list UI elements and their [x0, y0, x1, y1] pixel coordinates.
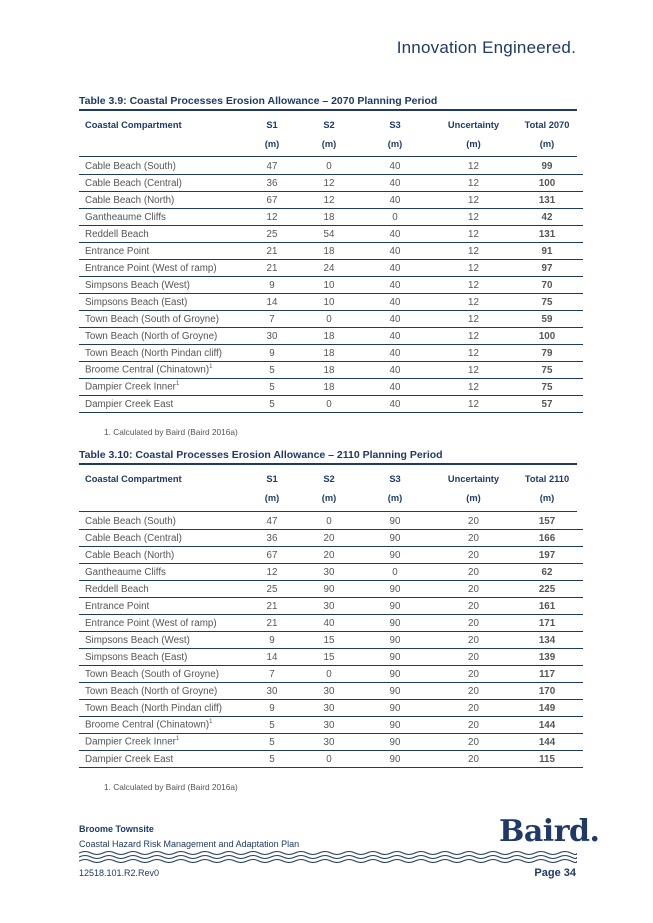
table-row [79, 632, 583, 649]
table-1-footnote: 1. Calculated by Baird (Baird 2016a) [104, 427, 238, 437]
table-row [79, 294, 583, 311]
cell-unc: 12 [436, 158, 511, 175]
cell-name: Town Beach (North of Groyne) [79, 328, 240, 345]
cell-s2: 0 [304, 158, 354, 175]
cell-s1: 67 [240, 192, 304, 209]
cell-name: Dampier Creek East [79, 751, 240, 768]
table-row [79, 666, 583, 683]
footer-project-title: Broome Townsite [79, 824, 154, 834]
wave-divider-icon [79, 849, 577, 863]
cell-total: 131 [511, 226, 583, 243]
cell-unc: 20 [436, 598, 511, 615]
unit-label: (m) [264, 138, 280, 149]
cell-s2: 18 [304, 345, 354, 362]
col-header-total: Total 2070 [524, 119, 570, 130]
cell-name: Gantheaume Cliffs [79, 209, 240, 226]
cell-unc: 20 [436, 564, 511, 581]
cell-s1: 67 [240, 547, 304, 564]
cell-name: Town Beach (North of Groyne) [79, 683, 240, 700]
cell-unc: 12 [436, 260, 511, 277]
cell-unc: 20 [436, 530, 511, 547]
cell-total: 57 [511, 396, 583, 413]
cell-s3: 40 [354, 396, 436, 413]
table-1-top-rule [79, 109, 577, 111]
cell-s1: 14 [240, 294, 304, 311]
table-row [79, 345, 583, 362]
col-header-s2: S2 [323, 473, 335, 484]
cell-s3: 90 [354, 513, 436, 530]
cell-s3: 40 [354, 277, 436, 294]
cell-s1: 47 [240, 158, 304, 175]
cell-unc: 20 [436, 666, 511, 683]
cell-s2: 18 [304, 362, 354, 379]
table-row [79, 396, 583, 413]
table-1-header-rule [79, 156, 577, 157]
cell-s3: 90 [354, 717, 436, 734]
col-header-uncertainty: Uncertainty [447, 119, 500, 130]
cell-unc: 20 [436, 683, 511, 700]
cell-name: Town Beach (North Pindan cliff) [79, 700, 240, 717]
col-header-compartment: Coastal Compartment [85, 473, 182, 484]
cell-s3: 40 [354, 328, 436, 345]
cell-s1: 5 [240, 379, 304, 396]
table-1-header [79, 115, 583, 153]
cell-s1: 25 [240, 226, 304, 243]
table-row [79, 581, 583, 598]
cell-total: 171 [511, 615, 583, 632]
cell-unc: 20 [436, 751, 511, 768]
cell-name: Entrance Point (West of ramp) [79, 615, 240, 632]
cell-unc: 20 [436, 615, 511, 632]
table-row [79, 379, 583, 396]
cell-total: 131 [511, 192, 583, 209]
footnote-marker: 1 [175, 736, 180, 743]
cell-s3: 40 [354, 311, 436, 328]
cell-s2: 30 [304, 598, 354, 615]
unit-label: (m) [321, 138, 337, 149]
cell-unc: 20 [436, 513, 511, 530]
cell-s2: 30 [304, 734, 354, 751]
cell-s2: 30 [304, 683, 354, 700]
cell-total: 117 [511, 666, 583, 683]
table-row [79, 649, 583, 666]
cell-unc: 12 [436, 345, 511, 362]
cell-s2: 30 [304, 700, 354, 717]
cell-s3: 90 [354, 615, 436, 632]
table-row [79, 209, 583, 226]
cell-unc: 12 [436, 379, 511, 396]
table-row [79, 564, 583, 581]
cell-unc: 12 [436, 192, 511, 209]
cell-s1: 47 [240, 513, 304, 530]
cell-total: 144 [511, 717, 583, 734]
cell-total: 59 [511, 311, 583, 328]
cell-s1: 36 [240, 175, 304, 192]
cell-name: Dampier Creek Inner$^1$ [79, 734, 240, 751]
cell-name: Simpsons Beach (East) [79, 294, 240, 311]
cell-unc: 12 [436, 277, 511, 294]
unit-label: (m) [387, 138, 403, 149]
cell-s3: 90 [354, 598, 436, 615]
col-header-s3: S3 [389, 119, 401, 130]
cell-s1: 12 [240, 209, 304, 226]
col-header-uncertainty: Uncertainty [447, 473, 500, 484]
table-row [79, 598, 583, 615]
unit-label: (m) [387, 492, 403, 503]
table-row [79, 700, 583, 717]
cell-s1: 5 [240, 734, 304, 751]
cell-s1: 21 [240, 243, 304, 260]
cell-total: 42 [511, 209, 583, 226]
cell-name: Cable Beach (South) [79, 158, 240, 175]
cell-total: 139 [511, 649, 583, 666]
cell-s3: 40 [354, 294, 436, 311]
cell-unc: 12 [436, 362, 511, 379]
cell-s2: 20 [304, 547, 354, 564]
table-row [79, 751, 583, 768]
cell-name: Cable Beach (Central) [79, 175, 240, 192]
document-code: 12518.101.R2.Rev0 [79, 868, 160, 878]
cell-s1: 5 [240, 717, 304, 734]
cell-total: 225 [511, 581, 583, 598]
cell-s3: 90 [354, 751, 436, 768]
cell-total: 100 [511, 328, 583, 345]
cell-name: Simpsons Beach (West) [79, 632, 240, 649]
cell-s1: 7 [240, 666, 304, 683]
cell-s3: 40 [354, 192, 436, 209]
col-header-s2: S2 [323, 119, 335, 130]
cell-name: Town Beach (South of Groyne) [79, 666, 240, 683]
table-row [79, 513, 583, 530]
cell-name: Reddell Beach [79, 226, 240, 243]
cell-total: 62 [511, 564, 583, 581]
table-row [79, 362, 583, 379]
cell-name: Reddell Beach [79, 581, 240, 598]
cell-total: 157 [511, 513, 583, 530]
cell-unc: 12 [436, 294, 511, 311]
cell-name: Cable Beach (Central) [79, 530, 240, 547]
cell-name: Entrance Point (West of ramp) [79, 260, 240, 277]
cell-total: 79 [511, 345, 583, 362]
table-2-top-rule [79, 463, 577, 465]
cell-name: Cable Beach (North) [79, 547, 240, 564]
table-row [79, 277, 583, 294]
cell-unc: 20 [436, 717, 511, 734]
cell-s1: 21 [240, 260, 304, 277]
table-row [79, 328, 583, 345]
cell-total: 197 [511, 547, 583, 564]
cell-s3: 90 [354, 581, 436, 598]
col-header-compartment: Coastal Compartment [85, 119, 182, 130]
cell-s2: 0 [304, 666, 354, 683]
cell-name: Dampier Creek East [79, 396, 240, 413]
cell-s1: 21 [240, 615, 304, 632]
col-header-s1: S1 [266, 119, 278, 130]
cell-total: 75 [511, 379, 583, 396]
cell-s3: 90 [354, 666, 436, 683]
cell-s2: 18 [304, 209, 354, 226]
cell-unc: 12 [436, 209, 511, 226]
cell-s1: 12 [240, 564, 304, 581]
cell-name: Entrance Point [79, 598, 240, 615]
cell-name: Town Beach (South of Groyne) [79, 311, 240, 328]
table-1-body [79, 158, 583, 413]
cell-s2: 54 [304, 226, 354, 243]
cell-total: 134 [511, 632, 583, 649]
table-row [79, 615, 583, 632]
cell-s1: 21 [240, 598, 304, 615]
cell-unc: 12 [436, 328, 511, 345]
table-row [79, 717, 583, 734]
cell-total: 166 [511, 530, 583, 547]
cell-s3: 90 [354, 734, 436, 751]
cell-unc: 12 [436, 311, 511, 328]
cell-s3: 40 [354, 345, 436, 362]
cell-total: 75 [511, 362, 583, 379]
cell-total: 100 [511, 175, 583, 192]
table-row [79, 530, 583, 547]
cell-total: 99 [511, 158, 583, 175]
table-2-header-rule [79, 511, 577, 512]
table-row [79, 734, 583, 751]
tagline: Innovation Engineered. [396, 38, 576, 57]
cell-name: Cable Beach (South) [79, 513, 240, 530]
cell-unc: 20 [436, 700, 511, 717]
cell-s2: 0 [304, 396, 354, 413]
cell-name: Simpsons Beach (West) [79, 277, 240, 294]
cell-s1: 5 [240, 362, 304, 379]
table-row [79, 192, 583, 209]
col-header-total: Total 2110 [524, 473, 570, 484]
table-2-footnote: 1. Calculated by Baird (Baird 2016a) [104, 782, 238, 792]
cell-s2: 10 [304, 277, 354, 294]
table-row [79, 175, 583, 192]
cell-name: Simpsons Beach (East) [79, 649, 240, 666]
table-1-title: Table 3.9: Coastal Processes Erosion Allowance – 2070 Planning Period [79, 95, 438, 107]
cell-s3: 40 [354, 175, 436, 192]
cell-name: Broome Central (Chinatown)$^1$ [79, 362, 240, 379]
cell-s3: 90 [354, 547, 436, 564]
cell-unc: 12 [436, 243, 511, 260]
cell-total: 91 [511, 243, 583, 260]
unit-label: (m) [539, 492, 555, 503]
cell-unc: 20 [436, 547, 511, 564]
cell-name: Entrance Point [79, 243, 240, 260]
cell-name: Broome Central (Chinatown)$^1$ [79, 717, 240, 734]
baird-logo: Baird. [499, 814, 600, 849]
cell-s1: 9 [240, 345, 304, 362]
unit-label: (m) [466, 138, 481, 149]
cell-s2: 0 [304, 513, 354, 530]
table-row [79, 158, 583, 175]
cell-s3: 40 [354, 362, 436, 379]
unit-label: (m) [539, 138, 555, 149]
cell-s2: 24 [304, 260, 354, 277]
cell-s2: 10 [304, 294, 354, 311]
cell-s3: 40 [354, 226, 436, 243]
unit-label: (m) [321, 492, 337, 503]
cell-s2: 90 [304, 581, 354, 598]
cell-unc: 20 [436, 649, 511, 666]
footer-report-title: Coastal Hazard Risk Management and Adaptation Plan [79, 839, 300, 849]
cell-s2: 20 [304, 530, 354, 547]
unit-label: (m) [264, 492, 280, 503]
cell-s2: 18 [304, 243, 354, 260]
cell-s1: 30 [240, 683, 304, 700]
page-number: Page 34 [534, 867, 576, 879]
cell-s2: 12 [304, 192, 354, 209]
cell-s1: 36 [240, 530, 304, 547]
cell-s2: 0 [304, 311, 354, 328]
cell-unc: 12 [436, 226, 511, 243]
cell-s3: 90 [354, 700, 436, 717]
cell-s3: 90 [354, 683, 436, 700]
table-row [79, 683, 583, 700]
table-row [79, 243, 583, 260]
col-header-s1: S1 [266, 473, 278, 484]
cell-s3: 40 [354, 260, 436, 277]
cell-total: 170 [511, 683, 583, 700]
cell-unc: 20 [436, 734, 511, 751]
cell-s1: 14 [240, 649, 304, 666]
cell-name: Town Beach (North Pindan cliff) [79, 345, 240, 362]
table-2-header [79, 469, 583, 507]
cell-total: 144 [511, 734, 583, 751]
cell-s3: 90 [354, 649, 436, 666]
cell-s1: 9 [240, 632, 304, 649]
cell-s2: 0 [304, 751, 354, 768]
cell-s1: 9 [240, 277, 304, 294]
cell-s2: 30 [304, 564, 354, 581]
cell-total: 97 [511, 260, 583, 277]
table-row [79, 260, 583, 277]
unit-label: (m) [466, 492, 481, 503]
cell-s1: 9 [240, 700, 304, 717]
table-row [79, 547, 583, 564]
table-row [79, 311, 583, 328]
col-header-s3: S3 [389, 473, 401, 484]
cell-s1: 7 [240, 311, 304, 328]
cell-name: Cable Beach (North) [79, 192, 240, 209]
cell-s3: 0 [354, 209, 436, 226]
cell-s1: 30 [240, 328, 304, 345]
cell-total: 70 [511, 277, 583, 294]
cell-unc: 20 [436, 632, 511, 649]
cell-total: 149 [511, 700, 583, 717]
cell-s2: 15 [304, 632, 354, 649]
cell-unc: 20 [436, 581, 511, 598]
table-row [79, 226, 583, 243]
cell-name: Gantheaume Cliffs [79, 564, 240, 581]
table-2-body [79, 513, 583, 768]
cell-s2: 40 [304, 615, 354, 632]
cell-s1: 25 [240, 581, 304, 598]
cell-total: 75 [511, 294, 583, 311]
footnote-marker: 1 [209, 364, 213, 371]
cell-s1: 5 [240, 396, 304, 413]
cell-s1: 5 [240, 751, 304, 768]
cell-s3: 40 [354, 379, 436, 396]
cell-s2: 30 [304, 717, 354, 734]
cell-s3: 0 [354, 564, 436, 581]
cell-unc: 12 [436, 396, 511, 413]
cell-name: Dampier Creek Inner$^1$ [79, 379, 240, 396]
cell-s3: 40 [354, 243, 436, 260]
cell-s2: 15 [304, 649, 354, 666]
table-2-title: Table 3.10: Coastal Processes Erosion Allowance – 2110 Planning Period [79, 449, 443, 461]
cell-unc: 12 [436, 175, 511, 192]
cell-s3: 90 [354, 530, 436, 547]
cell-s2: 18 [304, 379, 354, 396]
footnote-marker: 1 [175, 381, 180, 388]
cell-s2: 12 [304, 175, 354, 192]
cell-s3: 90 [354, 632, 436, 649]
cell-total: 115 [511, 751, 583, 768]
footnote-marker: 1 [209, 719, 213, 726]
cell-s2: 18 [304, 328, 354, 345]
cell-s3: 40 [354, 158, 436, 175]
cell-total: 161 [511, 598, 583, 615]
